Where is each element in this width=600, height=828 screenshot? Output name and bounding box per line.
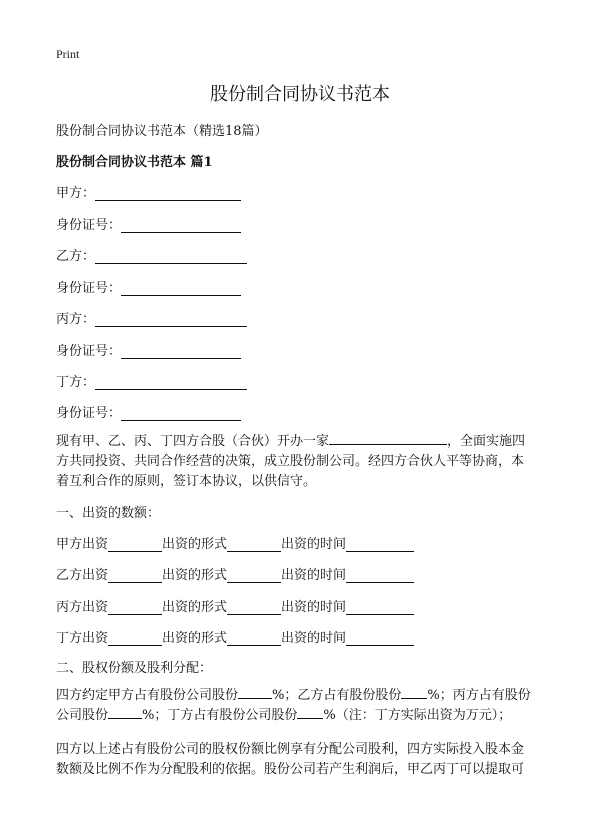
blank-line xyxy=(238,686,272,699)
field-label: 丁方： xyxy=(56,375,96,390)
intro-text: 现有甲、乙、丙、丁四方合股（合伙）开办一家 xyxy=(56,434,330,449)
dividends-line-1: 四方以上述占有股份公司的股权份额比例享有分配公司股利，四方实际投入股本金 xyxy=(56,742,525,757)
blank-line xyxy=(108,631,162,646)
blank-line xyxy=(108,537,162,552)
contribution-form: 出资的形式 xyxy=(162,631,228,646)
blank-line xyxy=(95,375,247,390)
blank-line xyxy=(121,344,241,359)
contribution-form: 出资的形式 xyxy=(162,568,228,583)
shares-line-1 xyxy=(56,686,548,706)
field-label: 身份证号： xyxy=(56,406,122,421)
blank-line xyxy=(346,537,414,552)
blank-line xyxy=(108,568,162,583)
field-label: 身份证号： xyxy=(56,281,122,296)
blank-line xyxy=(108,706,142,719)
field-party-c xyxy=(56,308,247,327)
blank-line xyxy=(108,600,162,615)
contribution-form: 出资的形式 xyxy=(162,600,228,615)
blank-line xyxy=(401,686,427,699)
field-party-c-id xyxy=(56,340,241,359)
blank-line xyxy=(95,249,247,264)
intro-paragraph xyxy=(56,432,548,492)
blank-line xyxy=(346,631,414,646)
contribution-party: 丙方出资 xyxy=(56,600,109,615)
shares-text: %（注：丁方实际出资为万元）； xyxy=(323,708,512,723)
contribution-party: 丁方出资 xyxy=(56,631,109,646)
field-label: 身份证号： xyxy=(56,344,122,359)
intro-text: ，全面实施四 xyxy=(447,434,526,449)
contribution-time: 出资的时间 xyxy=(281,631,347,646)
field-label: 身份证号： xyxy=(56,218,122,233)
contribution-row xyxy=(56,596,414,615)
blank-line xyxy=(121,406,241,421)
shares-paragraph xyxy=(56,686,548,726)
subtitle: 股份制合同协议书范本（精选18篇） xyxy=(56,124,268,139)
intro-line-1 xyxy=(56,432,548,452)
contribution-time: 出资的时间 xyxy=(281,600,347,615)
section-heading: 股份制合同协议书范本 篇1 xyxy=(56,155,213,170)
field-label: 丙方： xyxy=(56,312,96,327)
page-title: 股份制合同协议书范本 xyxy=(210,84,390,105)
contribution-row xyxy=(56,533,414,552)
intro-line-2: 方共同投资、共同合作经营的决策，成立股份制公司。经四方合伙人平等协商，本 xyxy=(56,454,525,469)
contribution-form: 出资的形式 xyxy=(162,537,228,552)
blank-line xyxy=(227,600,281,615)
blank-line xyxy=(95,312,247,327)
contribution-row xyxy=(56,564,414,583)
shares-text: %；乙方占有股份股份 xyxy=(272,688,402,703)
item1-heading: 一、出资的数额： xyxy=(56,506,161,521)
print-link[interactable]: Print xyxy=(56,47,80,61)
shares-text: %；丙方占有股份 xyxy=(427,688,531,703)
field-party-b xyxy=(56,245,247,264)
field-party-d-id xyxy=(56,402,241,421)
contribution-row xyxy=(56,627,414,646)
field-party-a-id xyxy=(56,214,241,233)
blank-line xyxy=(227,568,281,583)
contribution-time: 出资的时间 xyxy=(281,537,347,552)
blank-line xyxy=(121,218,241,233)
shares-text: %；丁方占有股份公司股份 xyxy=(142,708,298,723)
field-label: 甲方： xyxy=(56,186,96,201)
blank-line xyxy=(227,631,281,646)
blank-line xyxy=(227,537,281,552)
field-party-d xyxy=(56,371,247,390)
blank-line xyxy=(297,706,323,719)
blank-line xyxy=(121,281,241,296)
blank-line xyxy=(95,186,241,201)
shares-text: 公司股份 xyxy=(56,708,109,723)
dividends-line-2: 数额及比例不作为分配股利的依据。股份公司若产生利润后，甲乙丙丁可以提取可 xyxy=(56,762,525,777)
intro-line-3: 着互利合作的原则，签订本协议，以供信守。 xyxy=(56,474,317,489)
item2-heading: 二、股权份额及股利分配： xyxy=(56,661,213,676)
contribution-party: 乙方出资 xyxy=(56,568,109,583)
field-label: 乙方： xyxy=(56,249,96,264)
shares-text: 四方约定甲方占有股份公司股份 xyxy=(56,688,239,703)
field-party-a xyxy=(56,182,241,201)
blank-line xyxy=(346,568,414,583)
contribution-party: 甲方出资 xyxy=(56,537,109,552)
blank-line xyxy=(346,600,414,615)
shares-line-2 xyxy=(56,706,548,726)
field-party-b-id xyxy=(56,277,241,296)
contribution-time: 出资的时间 xyxy=(281,568,347,583)
dividends-paragraph xyxy=(56,740,548,780)
blank-line xyxy=(329,432,447,445)
